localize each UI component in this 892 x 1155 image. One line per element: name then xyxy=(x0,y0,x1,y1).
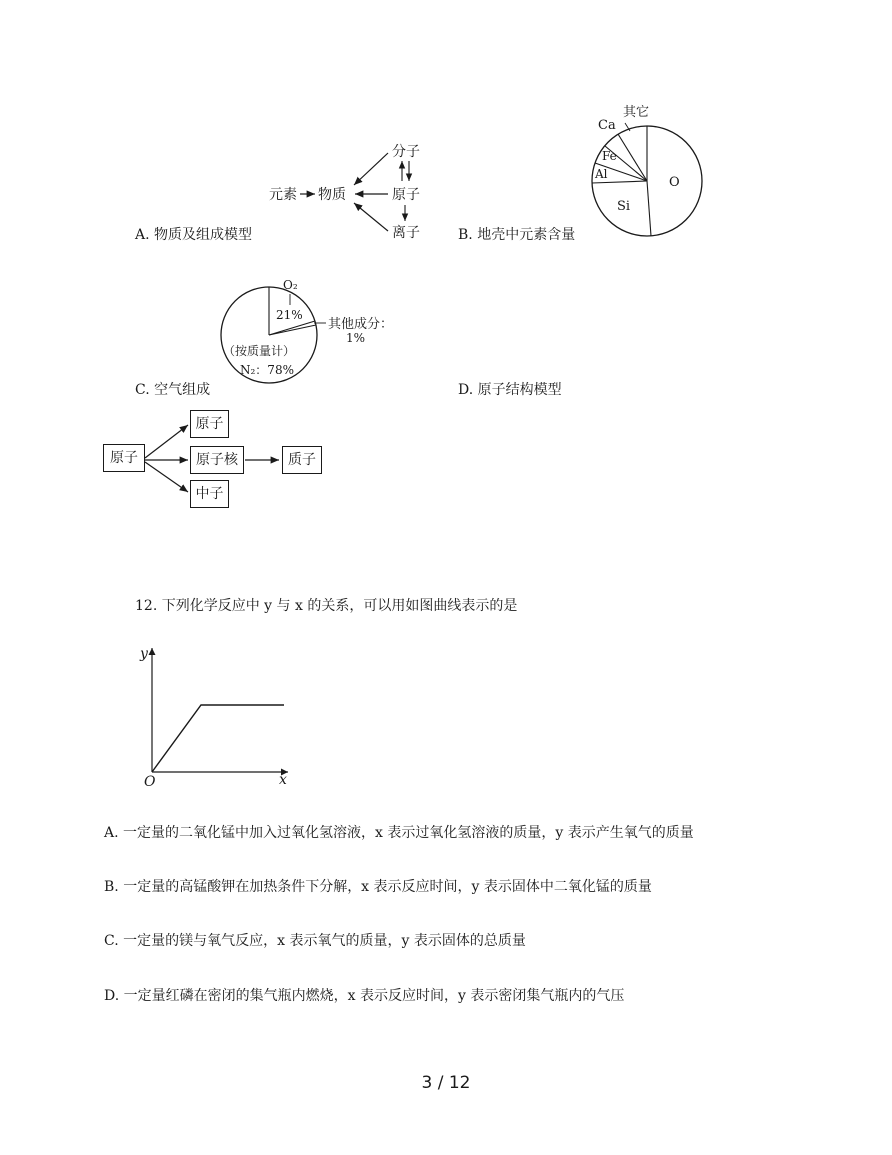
question-12-stem: 12. 下列化学反应中 y 与 x 的关系，可以用如图曲线表示的是 xyxy=(135,598,518,614)
option-a-label: A. 物质及组成模型 xyxy=(135,227,253,243)
option-c-label: C. 空气组成 xyxy=(135,382,211,398)
curve xyxy=(152,705,284,772)
box-proton: 质子 xyxy=(282,446,322,474)
air-o2-percent: 21% xyxy=(276,308,303,322)
node-atom: 原子 xyxy=(392,187,420,203)
slice-label-other: 其它 xyxy=(623,105,650,120)
question-12-graph xyxy=(135,640,300,790)
arrow-ion-substance xyxy=(354,203,388,231)
question-12-option-a: A. 一定量的二氧化锰中加入过氧化氢溶液，x 表示过氧化氢溶液的质量，y 表示产生氧气的质量 xyxy=(104,825,694,841)
diagram-b-crust-pie xyxy=(585,98,705,243)
diagram-d-arrows xyxy=(140,400,290,510)
option-b-label: B. 地壳中元素含量 xyxy=(458,227,576,243)
slice-label-ca: Ca xyxy=(598,118,616,133)
question-12-option-c: C. 一定量的镁与氧气反应，x 表示氧气的质量，y 表示固体的总质量 xyxy=(104,933,526,949)
air-other-percent: 1% xyxy=(346,331,366,345)
box-nucleus: 原子核 xyxy=(190,446,244,474)
diagram-c-air-pie xyxy=(212,272,412,397)
air-n2-label: N₂：78% xyxy=(240,363,294,377)
slice-label-si: Si xyxy=(617,199,631,214)
air-other-label: 其他成分： xyxy=(328,317,394,332)
air-o2-label: O₂ xyxy=(283,278,298,292)
page-number: 3 / 12 xyxy=(421,1073,471,1093)
x-axis-label: x xyxy=(279,772,287,788)
question-12-option-b: B. 一定量的高锰酸钾在加热条件下分解，x 表示反应时间，y 表示固体中二氧化锰的质量 xyxy=(104,879,652,895)
node-substance: 物质 xyxy=(318,187,346,203)
slice-label-al: Al xyxy=(595,167,608,181)
air-note: （按质量计） xyxy=(223,344,296,358)
node-molecule: 分子 xyxy=(392,144,420,160)
box-branch-atom: 原子 xyxy=(190,410,229,438)
slice-label-o: O xyxy=(669,175,680,190)
box-root-atom: 原子 xyxy=(103,444,145,472)
y-axis-label: y xyxy=(140,646,148,662)
node-ion: 离子 xyxy=(392,225,420,241)
question-12-option-d: D. 一定量红磷在密闭的集气瓶内燃烧，x 表示反应时间，y 表示密闭集气瓶内的气压 xyxy=(104,988,625,1004)
diagram-a-composition-model xyxy=(255,135,445,245)
arrow-molecule-substance xyxy=(354,153,388,185)
slice-label-fe: Fe xyxy=(602,149,617,163)
box-neutron: 中子 xyxy=(190,480,229,508)
node-element: 元素 xyxy=(269,187,297,203)
option-d-label: D. 原子结构模型 xyxy=(458,382,562,398)
origin-label: O xyxy=(144,774,156,790)
